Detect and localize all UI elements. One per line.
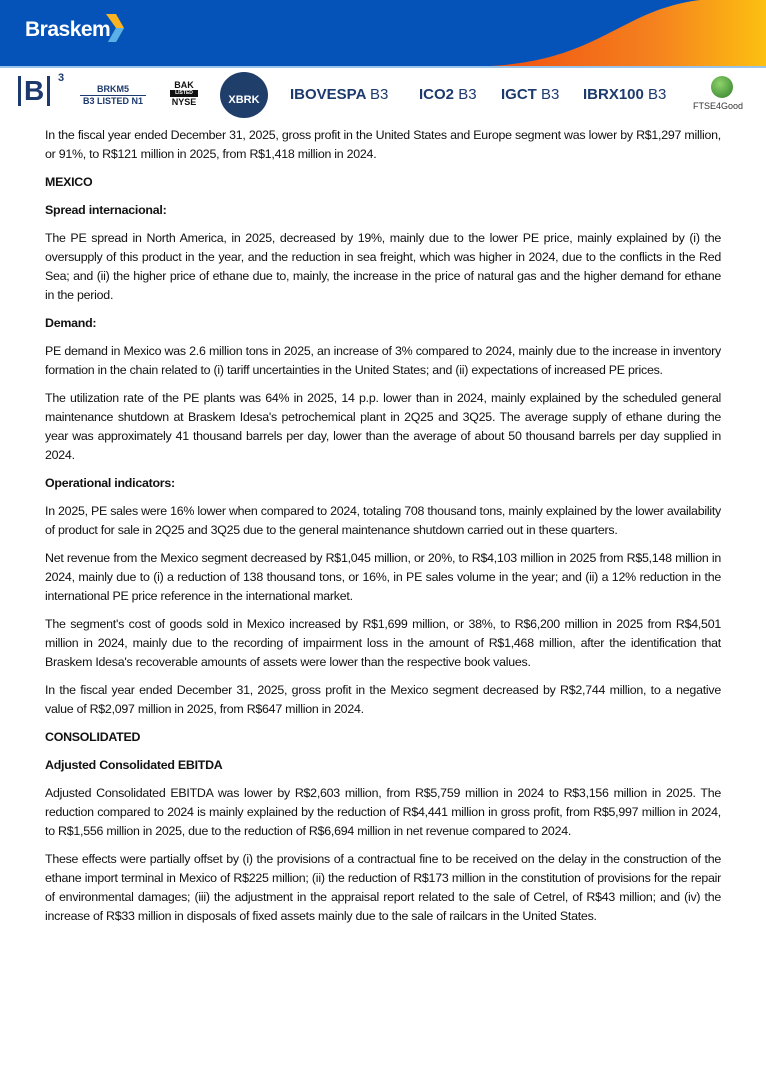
section-heading: Spread internacional:	[45, 203, 167, 217]
bak-text: BAK	[174, 80, 194, 90]
b3-suffix: B3	[370, 86, 389, 103]
paragraph: In 2025, PE sales were 16% lower when compared to 2024, totaling 708 thousand tons, mainly explained by the lower availability of product for sale in 2Q25 and 3Q25 due to the general maintenance shutdown carried out in these quarters.	[45, 504, 721, 537]
ibovespa-text: IBOVESPA	[290, 86, 366, 103]
b3-suffix: B3	[648, 86, 667, 103]
b3-logo-text: B	[24, 75, 45, 106]
section-heading: Demand:	[45, 316, 97, 330]
section-heading: Adjusted Consolidated EBITDA	[45, 758, 223, 772]
igct-logo	[501, 86, 559, 103]
listing-logos	[0, 70, 766, 118]
ico2-logo	[419, 86, 477, 103]
section-heading: CONSOLIDATED	[45, 730, 141, 744]
section-heading: Operational indicators:	[45, 476, 175, 490]
brkm5-text: BRKM5	[80, 84, 146, 96]
nyse-logo	[170, 80, 198, 107]
ftse4good-text: FTSE4Good	[693, 101, 744, 111]
section-heading: MEXICO	[45, 175, 93, 189]
paragraph: Net revenue from the Mexico segment decreased by R$1,045 million, or 20%, to R$4,103 million in 2025 from R$5,148 million in 2024, mainly due to (i) a reduction of 138 thousand tons, or 16%, in PE sales volume in the year; and (ii) a 12% reduction in the international PE price reference in the international market.	[45, 551, 721, 603]
brkm5-logo	[80, 84, 146, 107]
ftse-globe-icon	[711, 76, 733, 98]
ibrx100-logo	[583, 86, 666, 103]
document-body	[45, 126, 721, 935]
paragraph: The utilization rate of the PE plants was 64% in 2025, 14 p.p. lower than in 2024, mainly explained by the scheduled general maintenance shutdown at Braskem Idesa's petrochemical plant in 2Q25 and 3Q25. The average supply of ethane during the year was approximately 41 thousand barrels per day, lower than the average of about 50 thousand barrels per day supplied in 2024.	[45, 391, 721, 462]
b3-suffix: B3	[541, 86, 560, 103]
b3-listed-text: B3 LISTED N1	[82, 96, 143, 106]
b3-suffix: B3	[458, 86, 477, 103]
igct-text: IGCT	[501, 86, 537, 103]
paragraph: These effects were partially offset by (i) the provisions of a contractual fine to be received on the delay in the construction of the ethane import terminal in Mexico of R$225 million; (ii) the reduction of R$173 million in the constitution of provisions for the repair of environmental damages; (iii) the adjustment in the appraisal report related to the sale of Cetrel, of R$43 million; and (iv) the increase of R$33 million in disposals of fixed assets mainly due to the sale of railcars in the United States.	[45, 852, 721, 923]
b3-logo-sup: 3	[58, 72, 65, 84]
paragraph: In the fiscal year ended December 31, 2025, gross profit in the Mexico segment decreased by R$2,744 million, to a negative value of R$2,097 million in 2025, from R$647 million in 2024.	[45, 683, 721, 716]
braskem-chevron-icon	[104, 12, 126, 44]
xbrk-logo	[220, 72, 268, 118]
listed-text: LISTED	[170, 90, 198, 97]
xbrk-text: XBRK	[228, 94, 260, 106]
banner-divider	[0, 66, 766, 68]
ibovespa-logo	[290, 86, 388, 103]
nyse-text: NYSE	[171, 97, 197, 107]
paragraph: The segment's cost of goods sold in Mexico increased by R$1,699 million, or 38%, to R$6,200 million in 2025 from R$4,501 million in 2024, mainly due to the recording of impairment loss in the amount of R$1,468 million, after the identification that Braskem Idesa's recoverable amounts of assets were lower than the respective book values.	[45, 617, 721, 669]
header-banner	[0, 0, 766, 66]
ico2-text: ICO2	[419, 86, 455, 103]
ibrx100-text: IBRX100	[583, 86, 644, 103]
paragraph: The PE spread in North America, in 2025, decreased by 19%, mainly due to the lower PE price, mainly explained by (i) the oversupply of this product in the year, and the reduction in sea freight, which was higher in 2024, due to the conflicts in the Red Sea; and (ii) the higher price of ethane due to, mainly, the increase in the price of natural gas and the higher demand for ethane in the period.	[45, 231, 721, 302]
paragraph: Adjusted Consolidated EBITDA was lower by R$2,603 million, from R$5,759 million in 2024 to R$3,156 million in 2025. The reduction compared to 2024 is mainly explained by the reduction of R$4,441 million in gross profit, from R$5,997 million in 2024, to R$1,556 million in 2025, due to the reduction of R$6,694 million in net revenue compared to 2024.	[45, 786, 721, 838]
paragraph: In the fiscal year ended December 31, 2025, gross profit in the United States and Europe segment was lower by R$1,297 million, or 91%, to R$121 million in 2025, from R$1,418 million in 2024.	[45, 128, 721, 161]
paragraph: PE demand in Mexico was 2.6 million tons in 2025, an increase of 3% compared to 2024, mainly due to the increase in inventory formation in the chain related to (i) tariff uncertainties in the United States; and (ii) expectations of increased PE prices.	[45, 344, 721, 377]
braskem-logo: Braskem	[25, 18, 111, 41]
b3-logo	[18, 76, 50, 106]
